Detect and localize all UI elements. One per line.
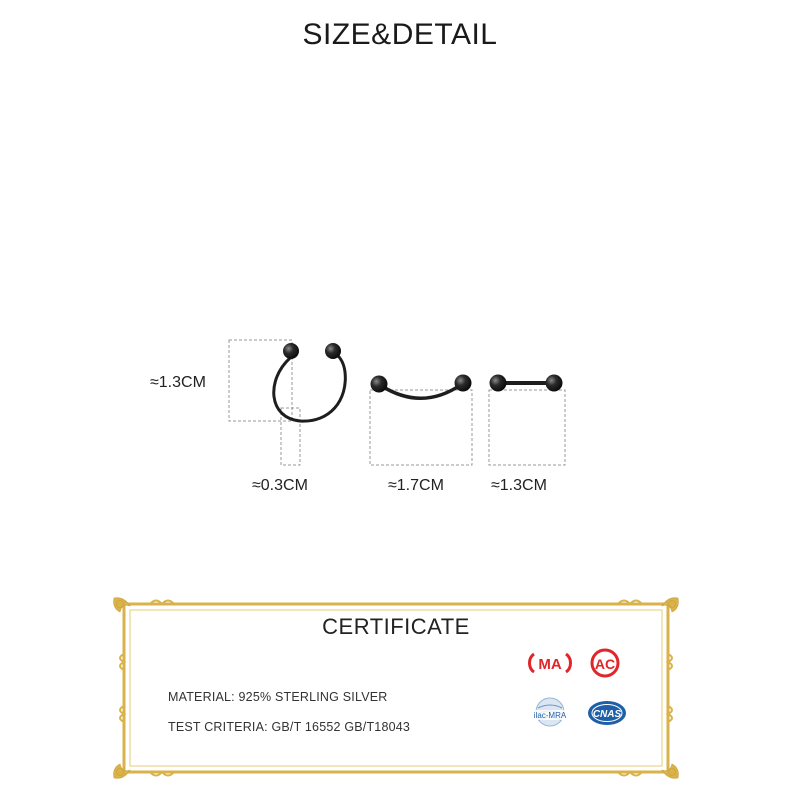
cuff-width-label: ≈0.3CM bbox=[252, 477, 308, 494]
cma-badge-icon bbox=[528, 650, 572, 676]
page-title: SIZE&DETAIL bbox=[302, 18, 498, 51]
curved-barbell-image bbox=[371, 375, 472, 399]
cnas-badge-icon bbox=[586, 698, 628, 728]
ilac-badge-text: ilac-MRA bbox=[533, 711, 567, 720]
cma-badge-text: MA bbox=[538, 656, 562, 673]
ear-cuff-image bbox=[274, 343, 346, 421]
curved-bar-length-label: ≈1.7CM bbox=[388, 477, 444, 494]
ilac-mra-badge-icon bbox=[526, 696, 574, 736]
curved-bar-box bbox=[370, 390, 472, 465]
certificate-title: CERTIFICATE bbox=[322, 614, 470, 639]
cal-badge-text: AC bbox=[594, 656, 616, 672]
cuff-height-box bbox=[229, 340, 292, 421]
material-text: MATERIAL: 925% STERLING SILVER bbox=[168, 690, 388, 704]
straight-bar-box bbox=[489, 390, 565, 465]
cnas-badge-text: CNAS bbox=[592, 709, 622, 720]
test-criteria-text: TEST CRITERIA: GB/T 16552 GB/T18043 bbox=[168, 720, 411, 734]
straight-bar-length-label: ≈1.3CM bbox=[491, 477, 547, 494]
certificate-panel bbox=[110, 594, 682, 782]
cal-badge-icon bbox=[588, 646, 622, 680]
straight-barbell-image bbox=[490, 375, 563, 392]
cuff-height-label: ≈1.3CM bbox=[150, 374, 206, 391]
